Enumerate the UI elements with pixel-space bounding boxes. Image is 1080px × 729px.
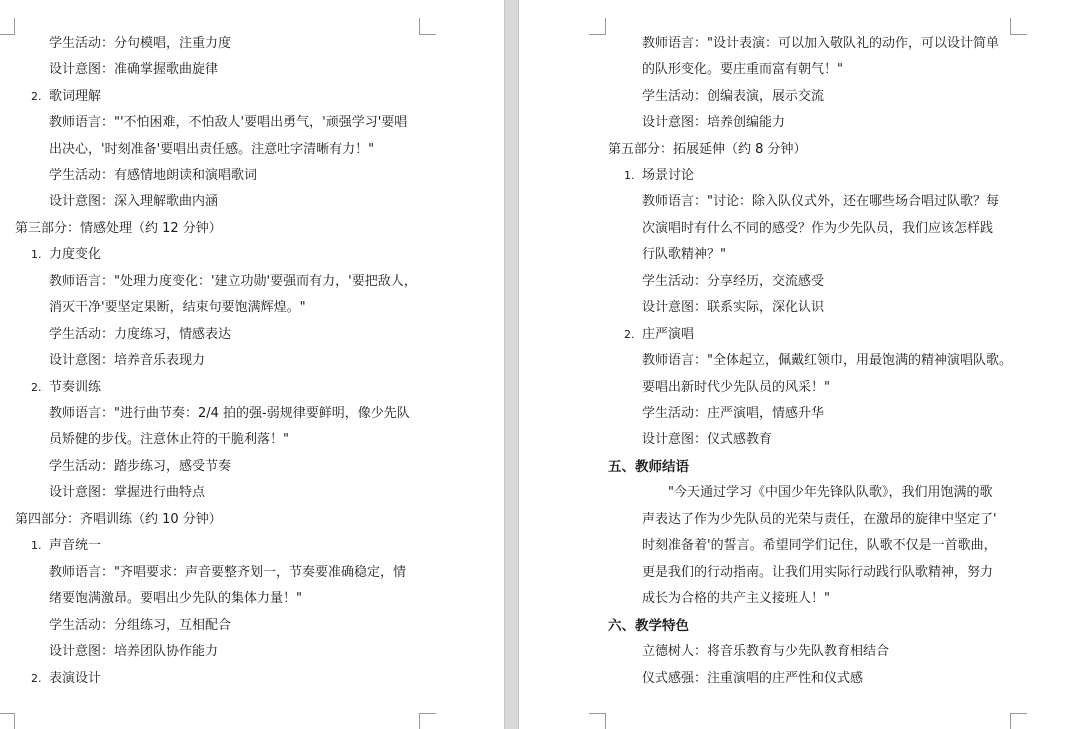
text-line: 绪要饱满激昂。要唱出少先队的集体力量！" [49,591,302,606]
text-line: 教师语言："进行曲节奏：2/4 拍的强-弱规律要鲜明，像少先队 [49,406,410,421]
list-number: 1. [31,539,42,552]
text-line: 出决心，'时刻准备'要唱出责任感。注意吐字清晰有力！" [49,142,375,157]
list-item-heading: 节奏训练 [49,380,102,395]
text-line: 教师语言："'不怕困难，不怕敌人'要唱出勇气，'顽强学习'要唱 [49,115,408,130]
text-line: 教师语言："全体起立，佩戴红领巾，用最饱满的精神演唱队歌。 [642,353,1012,368]
section-heading-bold: 五、教师结语 [608,459,689,475]
text-line: 教师语言："齐唱要求：声音要整齐划一，节奏要准确稳定，情 [49,565,406,580]
text-line: 设计意图：仪式感教育 [642,432,773,447]
list-number: 1. [31,248,42,261]
text-line: 学生活动：分组练习，互相配合 [49,618,232,633]
text-line: 教师语言："设计表演：可以加入敬队礼的动作，可以设计简单 [642,36,999,51]
text-line: 设计意图：培养音乐表现力 [49,353,206,368]
list-item-heading: 声音统一 [49,538,102,553]
text-line: 设计意图：培养创编能力 [642,115,786,130]
list-item-heading: 歌词理解 [49,89,102,104]
crop-mark-top-left [0,18,15,35]
crop-mark-top-left [589,18,606,35]
list-number: 2. [31,672,42,685]
crop-mark-bottom-left [589,713,606,729]
crop-mark-bottom-right [1010,713,1027,729]
text-line: 时刻准备着'的誓言。希望同学们记住，队歌不仅是一首歌曲， [642,538,997,553]
text-line: 学生活动：有感情地朗读和演唱歌词 [49,168,258,183]
text-line: 学生活动：力度练习，情感表达 [49,327,232,342]
text-line: 教师语言："讨论：除入队仪式外，还在哪些场合唱过队歌？每 [642,194,999,209]
text-line: 设计意图：掌握进行曲特点 [49,485,206,500]
text-line: 教师语言："处理力度变化：'建立功勋'要强而有力，'要把敌人， [49,274,417,289]
text-line: 的队形变化。要庄重而富有朝气！" [642,62,843,77]
text-line: 设计意图：深入理解歌曲内涵 [49,194,219,209]
list-item-heading: 表演设计 [49,671,102,686]
section-heading: 第五部分：拓展延伸（约 8 分钟） [608,142,807,157]
text-line: 学生活动：踏步练习，感受节奏 [49,459,232,474]
text-line: 行队歌精神？" [642,247,726,262]
list-item-heading: 场景讨论 [642,168,695,183]
text-line: 立德树人：将音乐教育与少先队教育相结合 [642,644,890,659]
page-gutter [504,0,519,729]
list-number: 1. [624,169,635,182]
crop-mark-bottom-left [0,713,15,729]
list-item-heading: 力度变化 [49,247,102,262]
list-number: 2. [624,328,635,341]
text-line: 设计意图：培养团队协作能力 [49,644,219,659]
crop-mark-bottom-right [419,713,436,729]
section-heading-bold: 六、教学特色 [608,618,689,634]
list-number: 2. [31,90,42,103]
text-line: "今天通过学习《中国少年先锋队队歌》，我们用饱满的歌 [668,485,993,500]
text-line: 成长为合格的共产主义接班人！" [642,591,830,606]
text-line: 声表达了作为少先队员的光荣与责任，在激昂的旋律中坚定了' [642,512,997,527]
text-line: 消灭干净'要坚定果断，结束句要饱满辉煌。" [49,300,306,315]
document-page-left [0,0,504,729]
text-line: 次演唱时有什么不同的感受？作为少先队员，我们应该怎样践 [642,221,994,236]
text-line: 员矫健的步伐。注意休止符的干脆利落！" [49,432,289,447]
list-item-heading: 庄严演唱 [642,327,695,342]
section-heading: 第四部分：齐唱训练（约 10 分钟） [15,512,222,527]
text-line: 设计意图：准确掌握歌曲旋律 [49,62,219,77]
document-page-right [519,0,1080,729]
section-heading: 第三部分：情感处理（约 12 分钟） [15,221,222,236]
text-line: 设计意图：联系实际，深化认识 [642,300,825,315]
text-line: 学生活动：庄严演唱，情感升华 [642,406,825,421]
list-number: 2. [31,381,42,394]
crop-mark-top-right [1010,18,1027,35]
text-line: 更是我们的行动指南。让我们用实际行动践行队歌精神，努力 [642,565,994,580]
text-line: 学生活动：分享经历，交流感受 [642,274,825,289]
text-line: 学生活动：创编表演，展示交流 [642,89,825,104]
text-line: 要唱出新时代少先队员的风采！" [642,380,830,395]
crop-mark-top-right [419,18,436,35]
text-line: 仪式感强：注重演唱的庄严性和仪式感 [642,671,864,686]
text-line: 学生活动：分句模唱，注重力度 [49,36,232,51]
